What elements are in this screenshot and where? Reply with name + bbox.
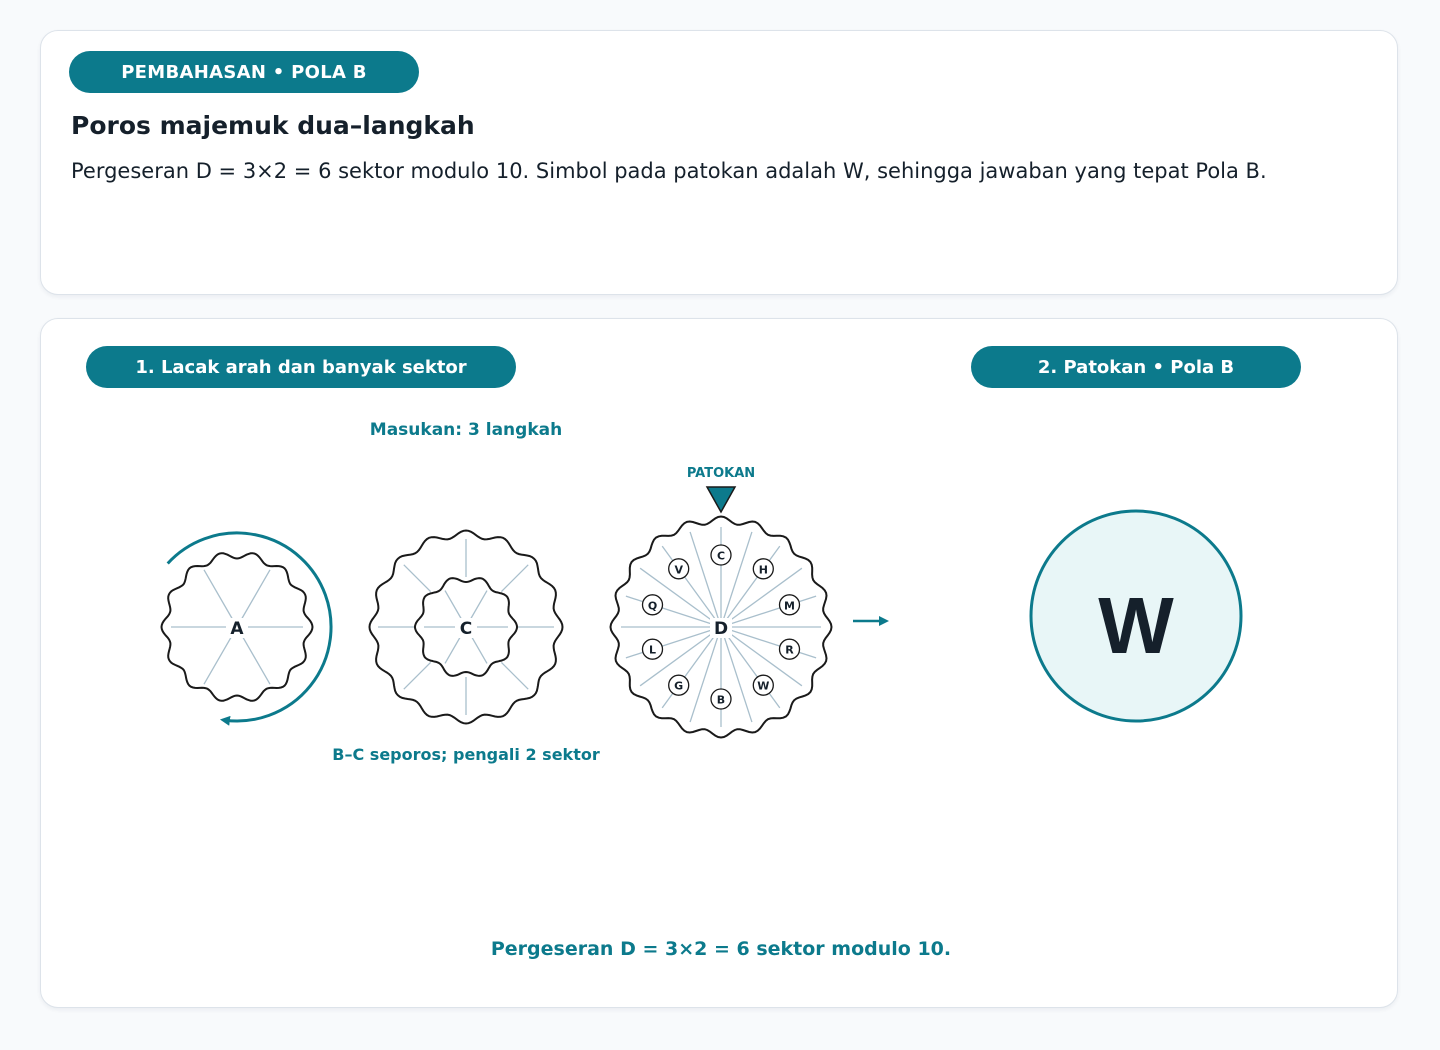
gear-c-spoke: [404, 662, 431, 689]
coaxial-note: B–C seporos; pengali 2 sektor: [332, 745, 600, 764]
gear-d: [611, 517, 832, 738]
gear-c-spoke: [501, 565, 528, 592]
gear-d-symbol-label: V: [674, 563, 683, 577]
gear-d-symbol-label: Q: [647, 599, 658, 613]
gear-a-label: A: [230, 619, 244, 639]
explanation-title: Poros majemuk dua–langkah: [71, 111, 475, 140]
gear-diagram: [41, 319, 1399, 1009]
gear-c-spoke: [404, 565, 431, 592]
explanation-text: Pergeseran D = 3×2 = 6 sektor modulo 10. Simbol pada patokan adalah W, sehingga jawaban yang tepat Pola B.: [71, 159, 1267, 183]
gear-a: [162, 553, 313, 701]
gear-d-symbol: [643, 595, 663, 615]
gear-d-symbol: [780, 639, 800, 659]
gear-d-symbol: [711, 545, 731, 565]
gear-d-symbol: [753, 675, 773, 695]
gear-d-spoke: [626, 627, 721, 658]
gear-d-spoke: [626, 596, 721, 627]
section-badge: PEMBAHASAN • POLA B: [69, 51, 419, 93]
gear-d-symbol-label: B: [716, 693, 726, 707]
gear-c-spoke: [501, 662, 528, 689]
gear-d-label: D: [713, 619, 729, 639]
gear-d-symbol-label: M: [784, 599, 795, 613]
gear-d-symbol-label: H: [758, 563, 768, 577]
step2-label: 2. Patokan • Pola B: [971, 346, 1301, 388]
gear-c: [370, 531, 563, 724]
gear-d-symbol: [669, 559, 689, 579]
gear-d-symbol: [643, 639, 663, 659]
footer-text: Pergeseran D = 3×2 = 6 sektor modulo 10.: [490, 938, 952, 960]
gear-d-symbol: [753, 559, 773, 579]
gear-c-label: C: [459, 619, 473, 639]
gear-d-symbol-label: C: [716, 549, 726, 563]
gear-d-symbol: [711, 689, 731, 709]
diagram-card: [40, 318, 1398, 1008]
gear-d-symbol-label: G: [674, 679, 684, 693]
explanation-card: [40, 30, 1398, 295]
gear-d-spoke: [721, 627, 816, 658]
gear-d-spoke: [721, 596, 816, 627]
gear-d-symbol: [669, 675, 689, 695]
result-symbol: W: [1098, 581, 1174, 670]
gear-d-symbol-label: L: [648, 643, 657, 657]
gear-d-symbol: [780, 595, 800, 615]
step1-label: 1. Lacak arah dan banyak sektor: [86, 346, 516, 388]
input-label: Masukan: 3 langkah: [369, 420, 563, 440]
gear-d-symbol-label: R: [785, 643, 794, 657]
gear-d-symbol-label: W: [757, 679, 770, 693]
marker-label: PATOKAN: [686, 466, 756, 481]
marker-triangle-icon: [707, 487, 735, 512]
